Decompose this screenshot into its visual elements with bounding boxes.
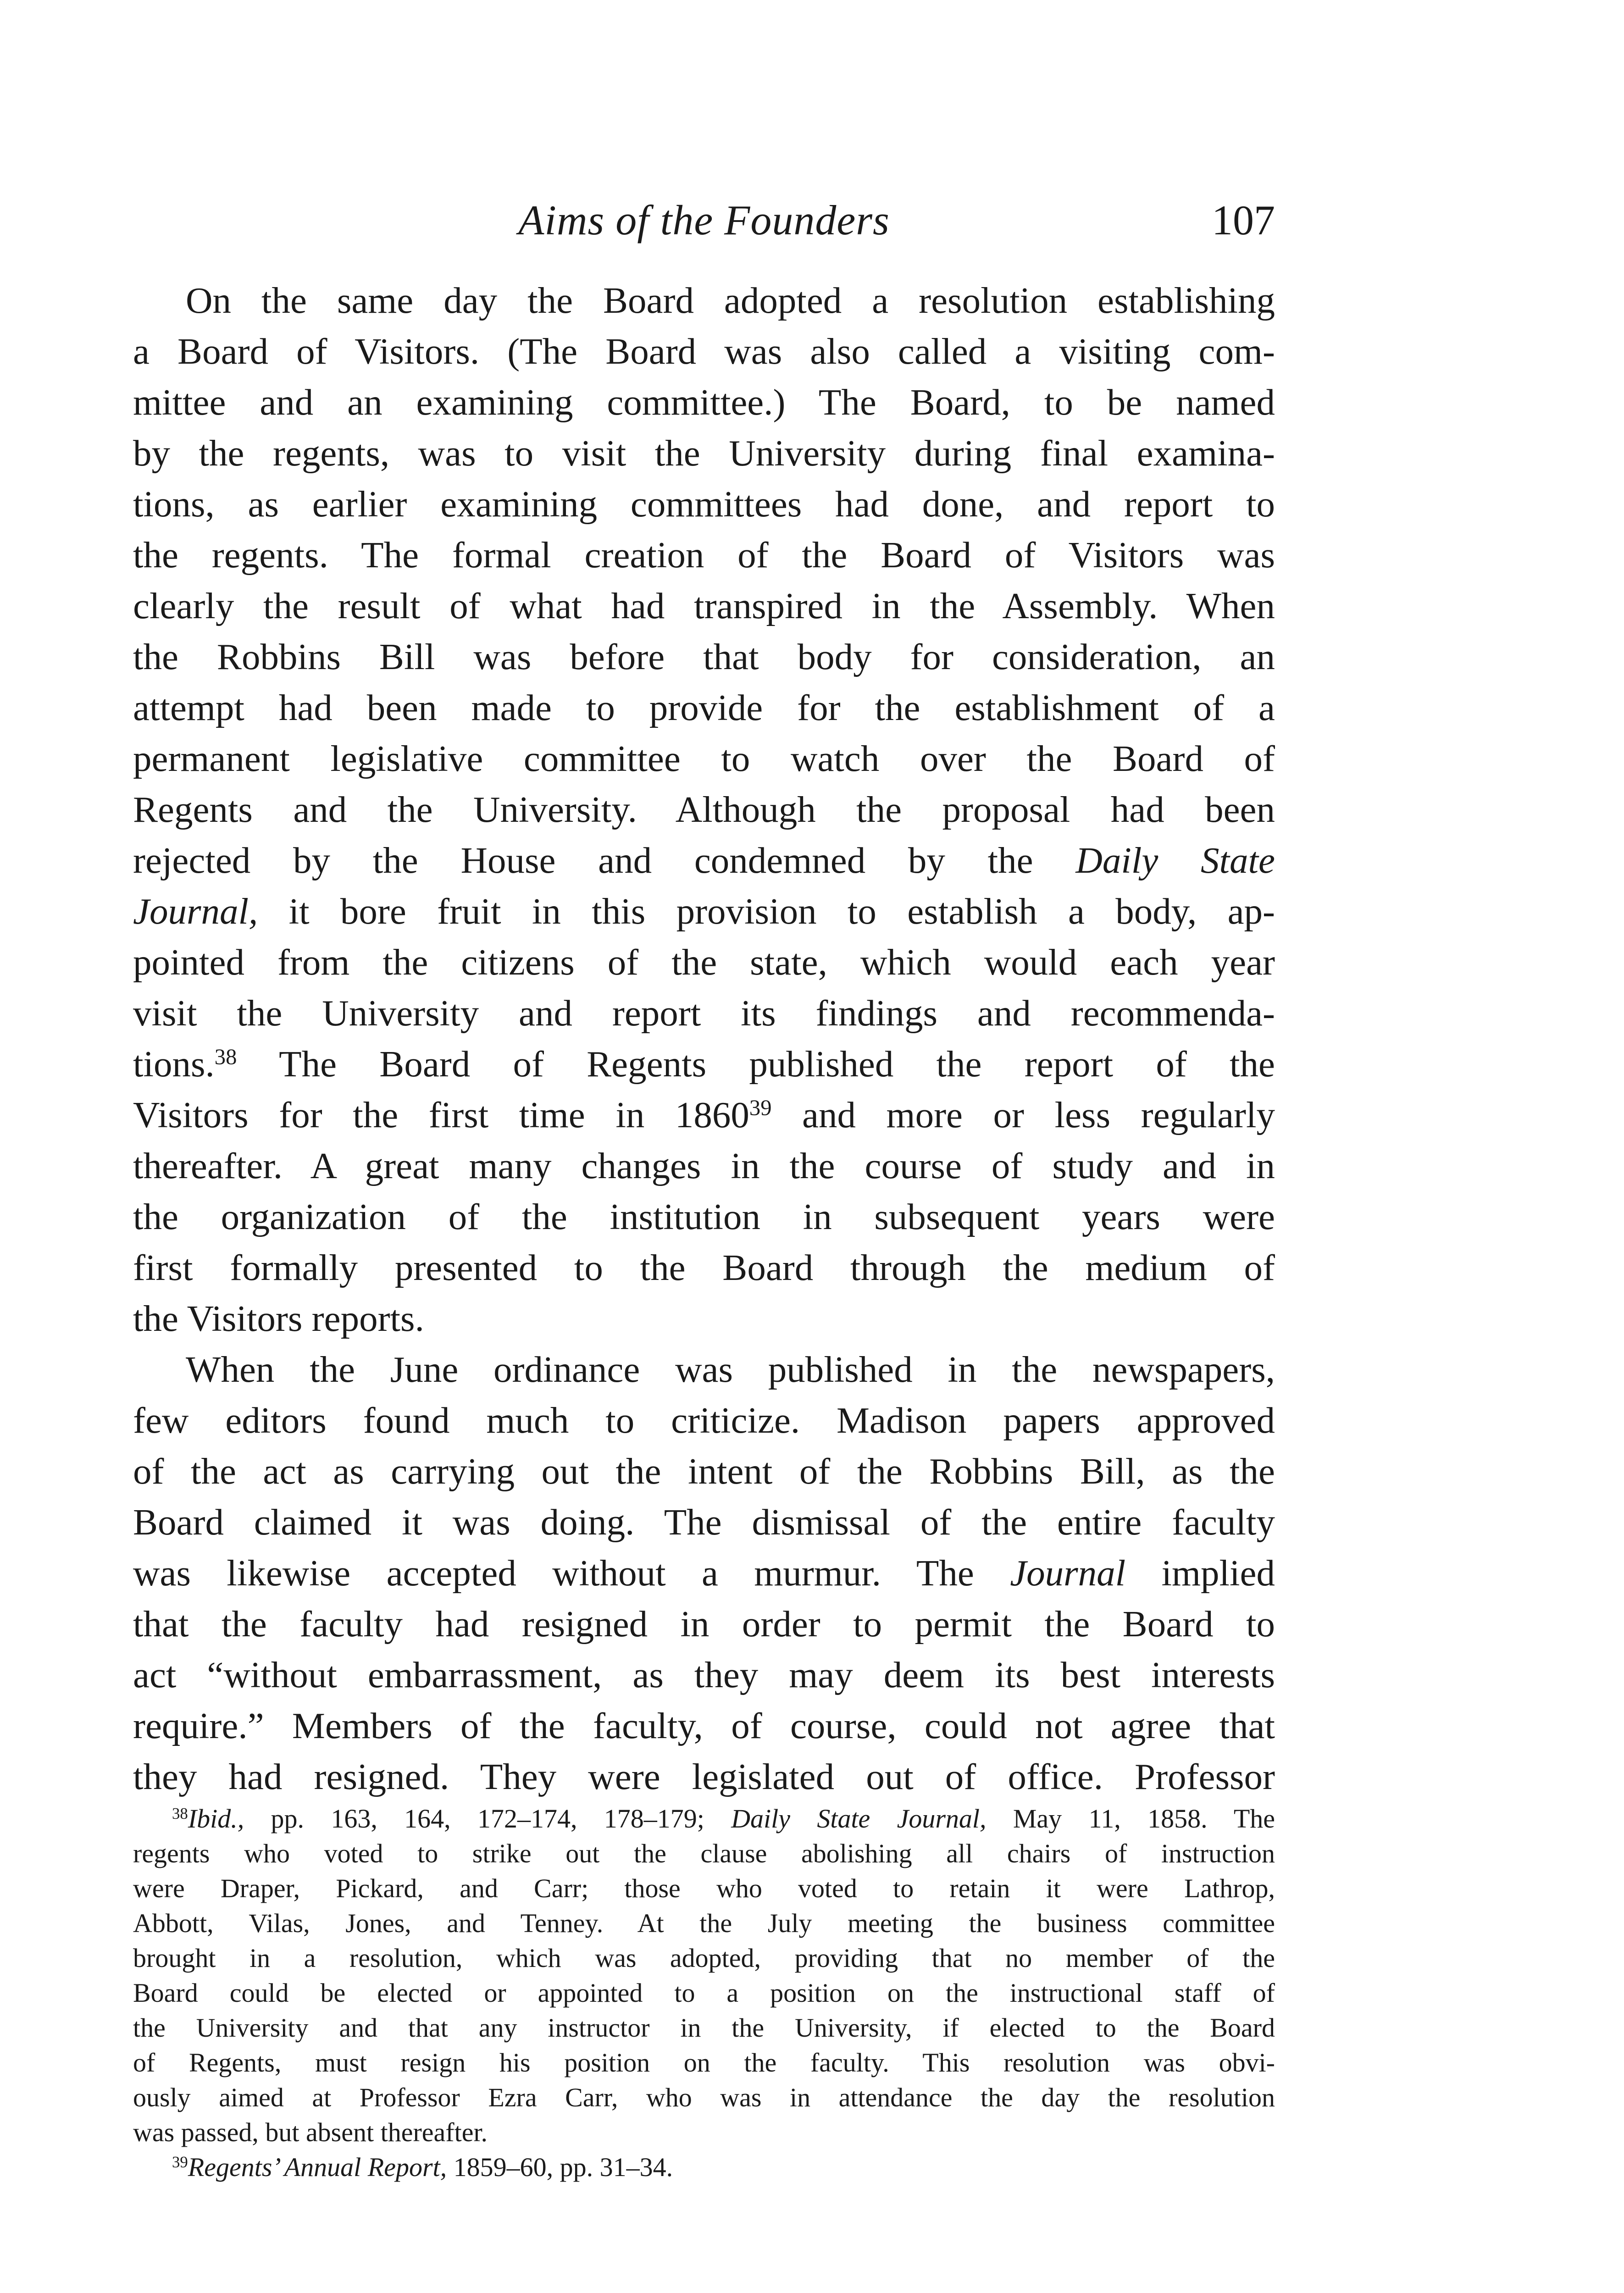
body-line: When the June ordinance was published in the newspapers,: [186, 1349, 1275, 1390]
body-line: pointed from the citizens of the state, which would each year: [133, 942, 1275, 983]
footnote-line: regents who voted to strike out the clause abolishing all chairs of instruction: [133, 1839, 1275, 1868]
italic-title: Journal,: [133, 891, 258, 932]
body-line: thereafter. A great many changes in the course of study and in: [133, 1145, 1275, 1186]
body-text: [133, 275, 1275, 1802]
body-line: Board claimed it was doing. The dismissal of the entire faculty: [133, 1501, 1275, 1543]
body-line: Regents and the University. Although the proposal had been: [133, 789, 1275, 830]
footnote-marker: 38: [172, 1804, 188, 1822]
footnote-line: of Regents, must resign his position on the faculty. This resolution was obvi-: [133, 2048, 1275, 2077]
footnote-marker: 39: [172, 2153, 188, 2171]
body-line: [133, 1039, 1275, 1090]
text-run: tions.: [133, 1043, 215, 1085]
body-line: a Board of Visitors. (The Board was also called a visiting com-: [133, 331, 1275, 372]
footnote-line: were Draper, Pickard, and Carr; those who voted to retain it were Lathrop,: [133, 1873, 1275, 1903]
text-run: Visitors for the first time in 1860: [133, 1094, 749, 1135]
body-line: the Robbins Bill was before that body for consideration, an: [133, 636, 1275, 677]
body-line: that the faculty had resigned in order to permit the Board to: [133, 1603, 1275, 1645]
body-line: require.” Members of the faculty, of course, could not agree that: [133, 1705, 1275, 1746]
italic-title: Journal: [1010, 1552, 1126, 1594]
body-line: act “without embarrassment, as they may deem its best interests: [133, 1654, 1275, 1695]
text-run: and more or less regularly: [802, 1094, 1275, 1135]
text-run: it bore fruit in this provision to establish a body, ap-: [288, 891, 1275, 932]
page-number: 107: [1212, 197, 1275, 244]
body-line: they had resigned. They were legislated out of office. Professor: [133, 1756, 1275, 1797]
body-line: On the same day the Board adopted a resolution establishing: [186, 280, 1275, 321]
body-line: [133, 1090, 1275, 1141]
text-run: May 11, 1858. The: [1013, 1804, 1275, 1833]
text-run: The Board of Regents published the report of the: [279, 1043, 1275, 1085]
footnote-line: ously aimed at Professor Ezra Carr, who was in attendance the day the resolution: [133, 2083, 1275, 2112]
body-line: mittee and an examining committee.) The Board, to be named: [133, 382, 1275, 423]
body-line: of the act as carrying out the intent of the Robbins Bill, as the: [133, 1451, 1275, 1492]
text-run: rejected by the House and condemned by the: [133, 840, 1033, 881]
body-line: the Visitors reports.: [133, 1298, 424, 1339]
text-run: was likewise accepted without a murmur. The: [133, 1552, 974, 1594]
italic-title: Daily State Journal,: [731, 1804, 987, 1833]
body-line: tions, as earlier examining committees had done, and report to: [133, 483, 1275, 525]
footnote-38: [133, 1801, 1275, 1836]
footnote-line: Abbott, Vilas, Jones, and Tenney. At the July meeting the business committee: [133, 1908, 1275, 1938]
italic-title: Regents’ Annual Report,: [188, 2152, 447, 2182]
body-line: visit the University and report its findings and recommenda-: [133, 992, 1275, 1034]
footnote-ref-39: 39: [749, 1095, 772, 1120]
body-line: the regents. The formal creation of the Board of Visitors was: [133, 534, 1275, 576]
footnote-line: was passed, but absent thereafter.: [133, 2117, 488, 2147]
text-run: pp. 163, 164, 172–174, 178–179;: [271, 1804, 704, 1833]
footnote-line: brought in a resolution, which was adopted, providing that no member of the: [133, 1943, 1275, 1973]
text-run: 1859–60, pp. 31–34.: [453, 2152, 673, 2182]
footnotes: [133, 1801, 1275, 2185]
body-line: first formally presented to the Board through the medium of: [133, 1247, 1275, 1288]
body-line: the organization of the institution in subsequent years were: [133, 1196, 1275, 1237]
body-line: few editors found much to criticize. Madison papers approved: [133, 1400, 1275, 1441]
body-line: attempt had been made to provide for the establishment of a: [133, 687, 1275, 728]
body-line: by the regents, was to visit the University during final examina-: [133, 432, 1275, 474]
body-line: clearly the result of what had transpired in the Assembly. When: [133, 585, 1275, 626]
footnote-ref-38: 38: [214, 1044, 237, 1069]
italic-title: Daily State: [1075, 840, 1275, 881]
body-line: [133, 1548, 1275, 1599]
footnote-line: Board could be elected or appointed to a position on the instructional staff of: [133, 1978, 1275, 2008]
body-line: [133, 835, 1275, 886]
footnote-line: the University and that any instructor in the University, if elected to the Board: [133, 2013, 1275, 2043]
running-head: [133, 183, 1275, 257]
body-line: permanent legislative committee to watch over the Board of: [133, 738, 1275, 779]
italic-text: Ibid.,: [188, 1804, 244, 1833]
text-run: implied: [1161, 1552, 1275, 1594]
running-title: Aims of the Founders: [518, 197, 890, 244]
footnote-39: [133, 2150, 1275, 2185]
body-line: [133, 886, 1275, 937]
